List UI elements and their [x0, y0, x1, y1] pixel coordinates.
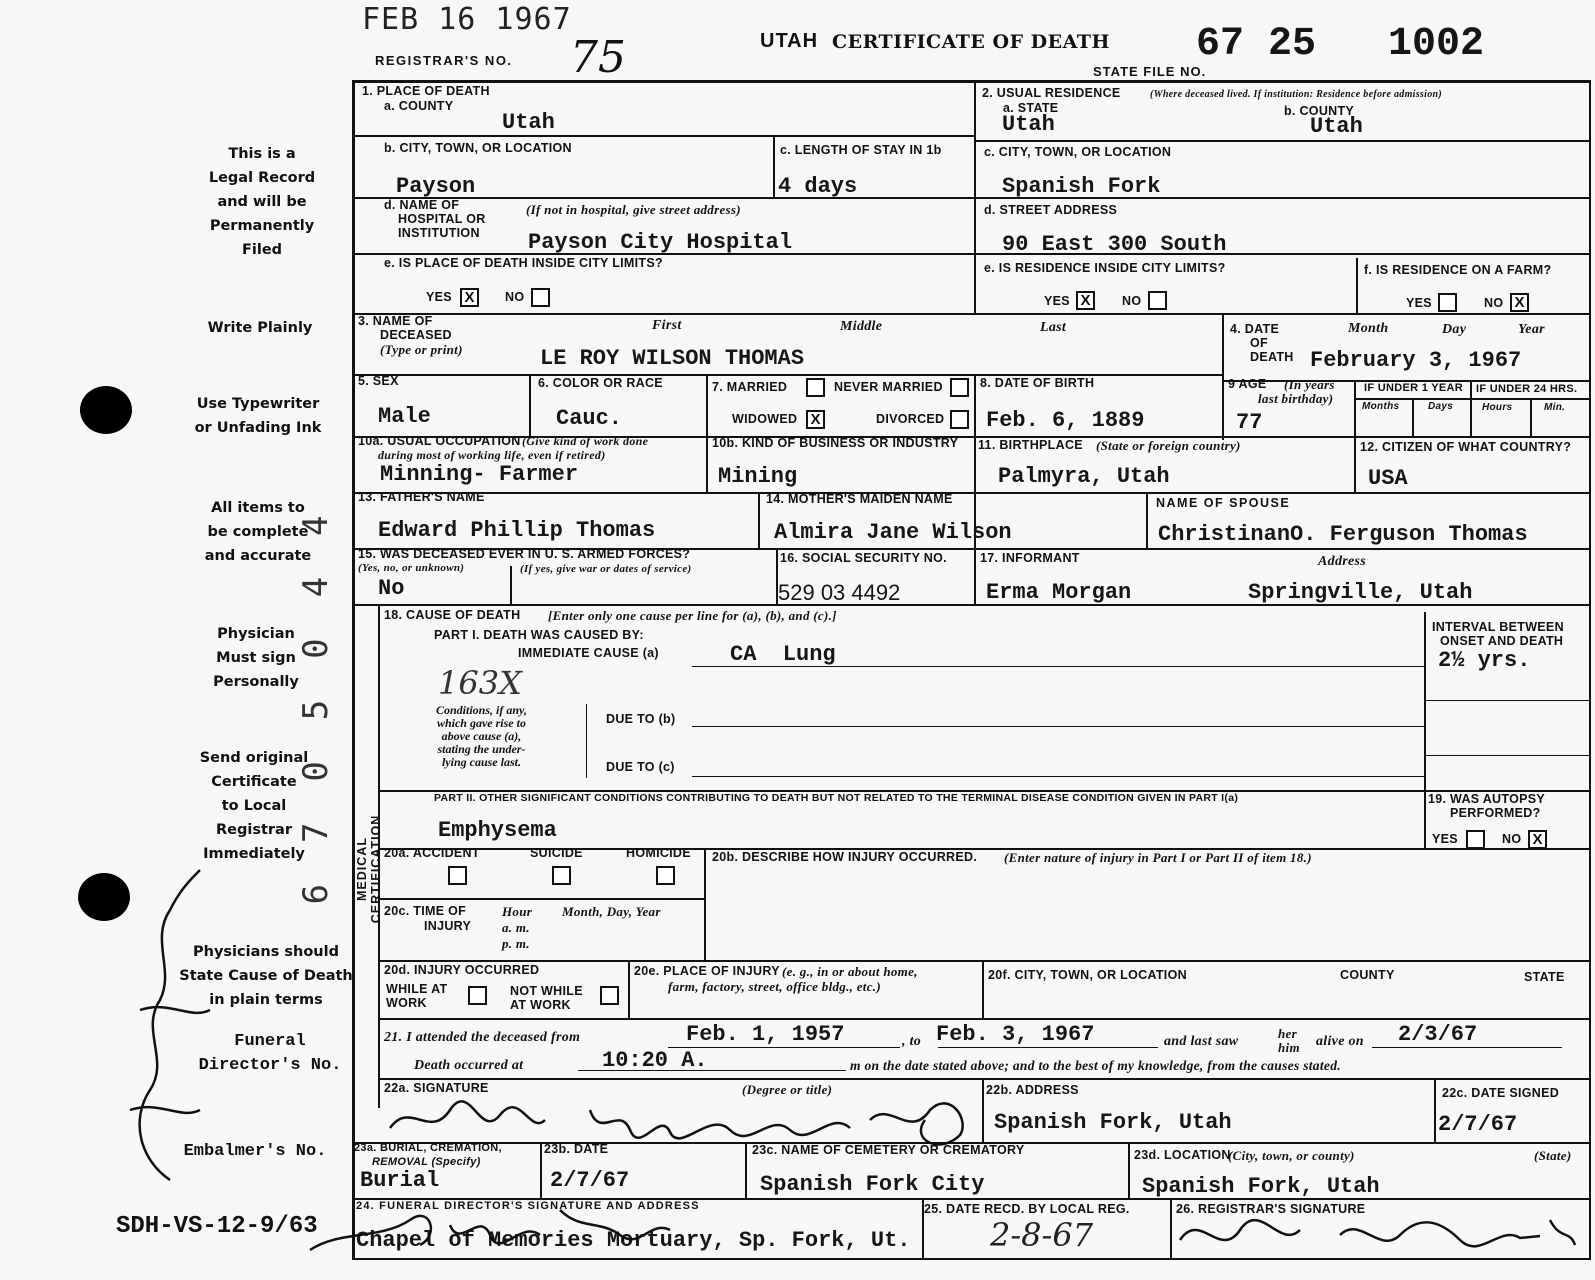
sidebar-line: Physician	[217, 626, 295, 642]
sidebar-line: Registrar	[216, 822, 292, 838]
label-yes: YES	[426, 290, 452, 304]
label-cause: 18. CAUSE OF DEATH	[384, 608, 521, 622]
value-informant-address: Springville, Utah	[1248, 580, 1473, 605]
label-hospital-3: INSTITUTION	[398, 226, 480, 240]
grid-line	[628, 960, 630, 1018]
value-funeral-address: Chapel of Memories Mortuary, Sp. Fork, Ut.	[356, 1228, 911, 1253]
label-sex: 5. SEX	[358, 374, 399, 388]
label-suicide: SUICIDE	[530, 846, 583, 860]
value-date-signed: 2/7/67	[1438, 1112, 1518, 1137]
label-res-city: c. CITY, TOWN, OR LOCATION	[984, 145, 1172, 159]
label-spouse: NAME OF SPOUSE	[1156, 496, 1291, 510]
value-armed: No	[378, 576, 405, 601]
sidebar-line: Certificate	[211, 774, 297, 790]
value-part2: Emphysema	[438, 818, 557, 843]
value-spouse: ChristinanO. Ferguson Thomas	[1158, 522, 1528, 547]
label-usual-residence: 2. USUAL RESIDENCE	[982, 86, 1121, 100]
label-part1: PART I. DEATH WAS CAUSED BY:	[434, 628, 644, 642]
physician-signature	[370, 1080, 990, 1160]
grid-line	[352, 492, 1590, 494]
label-street: d. STREET ADDRESS	[984, 203, 1118, 217]
label-autopsy: 19. WAS AUTOPSY	[1428, 792, 1546, 806]
label-injury-how-note: (Enter nature of injury in Part I or Part II of item 18.)	[1004, 850, 1312, 865]
grid-line	[1356, 258, 1358, 313]
conditions-bracket	[586, 704, 587, 778]
label-death: DEATH	[1250, 350, 1294, 364]
label-min: Min.	[1544, 402, 1566, 413]
label-date-death: 4. DATE	[1230, 322, 1280, 336]
sidebar-line: and accurate	[204, 548, 312, 564]
label-autopsy-no: NO	[1502, 832, 1522, 846]
grid-line	[352, 313, 1590, 315]
sidebar-typewriter	[178, 392, 338, 440]
label-address: Address	[1318, 554, 1366, 569]
sidebar-embalmer: Embalmer's No.	[183, 1142, 327, 1161]
grid-line	[1146, 492, 1148, 548]
sidebar-line: State Cause of Death	[179, 968, 353, 984]
grid-line	[1222, 313, 1224, 440]
grid-line	[378, 604, 380, 1108]
sidebar-line: or Unfading Ink	[194, 420, 322, 436]
label-first: First	[652, 318, 682, 333]
value-informant: Erma Morgan	[986, 580, 1132, 605]
grid-line	[378, 960, 1590, 962]
label-type-or-print: (Type or print)	[380, 342, 463, 357]
sidebar-line: Personally	[213, 674, 299, 690]
grid-line	[982, 960, 984, 1018]
grid-line	[758, 492, 760, 548]
registrar-no-label: REGISTRAR'S NO.	[375, 53, 513, 68]
sidebar-line: Funeral	[234, 1032, 306, 1051]
conditions-line: lying cause last.	[441, 755, 521, 769]
label-informant: 17. INFORMANT	[980, 551, 1080, 565]
checkbox-homicide[interactable]	[656, 866, 675, 885]
label-father: 13. FATHER'S NAME	[358, 490, 485, 504]
label-burial: 23a. BURIAL, CREMATION,	[354, 1142, 502, 1154]
label-business: 10b. KIND OF BUSINESS OR INDUSTRY	[712, 436, 959, 450]
value-length-stay: 4 days	[778, 174, 858, 199]
value-street: 90 East 300 South	[1002, 232, 1227, 257]
checkbox-widowed[interactable]: X	[806, 410, 825, 429]
label-location-note: (City, town, or county)	[1228, 1148, 1355, 1163]
label-state-paren: (State)	[1534, 1148, 1572, 1163]
label-funeral-sig: 24. FUNERAL DIRECTOR'S SIGNATURE AND ADDRESS	[356, 1200, 700, 1212]
value-date-recd: 2-8-67	[990, 1216, 1094, 1254]
label-am: a. m.	[502, 920, 530, 935]
entry-underline	[1372, 1047, 1562, 1048]
checkbox-while-work[interactable]	[468, 986, 487, 1005]
sidebar-line: Immediately	[203, 846, 305, 862]
grid-line	[1470, 380, 1472, 436]
label-under-24-hrs: IF UNDER 24 HRS.	[1476, 383, 1578, 395]
checkbox-res-inside-yes[interactable]: X	[1076, 291, 1095, 310]
label-cause-note: [Enter only one cause per line for (a), (b), and (c).]	[548, 608, 837, 623]
value-res-city: Spanish Fork	[1002, 174, 1161, 199]
label-last: Last	[1040, 320, 1067, 335]
value-race: Cauc.	[556, 406, 623, 431]
value-hospital: Payson City Hospital	[528, 230, 793, 255]
label-of: OF	[1250, 336, 1268, 350]
label-birthplace-note: (State or foreign country)	[1096, 438, 1241, 453]
value-city: Payson	[396, 174, 476, 199]
grid-line	[378, 1018, 1590, 1020]
label-date-recd: 25. DATE RECD. BY LOCAL REG.	[924, 1202, 1130, 1216]
checkbox-autopsy-no[interactable]: X	[1528, 830, 1547, 849]
checkbox-never-married[interactable]	[950, 378, 969, 397]
sidebar-line: Legal Record	[208, 170, 316, 186]
label-ssn: 16. SOCIAL SECURITY NO.	[780, 551, 947, 565]
label-married: 7. MARRIED	[712, 380, 788, 394]
grid-line	[704, 848, 706, 960]
label-place-injury: 20e. PLACE OF INJURY	[634, 964, 780, 978]
grid-line	[1412, 398, 1414, 436]
margin-signature	[100, 860, 230, 1190]
value-birthplace: Palmyra, Utah	[998, 464, 1170, 489]
value-signer-address: Spanish Fork, Utah	[994, 1110, 1232, 1135]
label-occupation-note: (Give kind of work done	[522, 434, 649, 448]
sidebar-line: Director's No.	[198, 1056, 342, 1075]
label-occupation: 10a. USUAL OCCUPATION	[358, 434, 521, 448]
label-due-c: DUE TO (c)	[606, 760, 675, 774]
value-res-state: Utah	[1002, 112, 1055, 137]
value-cause-a: CA Lung	[730, 642, 836, 667]
grid-line	[1354, 398, 1590, 400]
title-prefix: UTAH	[760, 30, 819, 52]
label-interval: INTERVAL BETWEEN	[1432, 620, 1564, 634]
label-due-b: DUE TO (b)	[606, 712, 676, 726]
label-her: her	[1278, 1026, 1297, 1041]
value-county: Utah	[502, 110, 555, 135]
sidebar-line: Permanently	[209, 218, 315, 234]
label-month-day-year: Month, Day, Year	[562, 904, 661, 919]
label-address-b: 22b. ADDRESS	[986, 1083, 1079, 1097]
sidebar-line: to Local	[221, 798, 287, 814]
value-interval: 2½ yrs.	[1438, 648, 1531, 673]
conditions-line: stating the under-	[437, 742, 526, 756]
checkbox-res-inside-no[interactable]	[1148, 291, 1167, 310]
label-age-note: (In years	[1284, 377, 1335, 392]
label-place-injury-note: (e. g., in or about home,	[782, 964, 918, 979]
value-attended-from: Feb. 1, 1957	[686, 1022, 845, 1047]
label-hospital-note: (If not in hospital, give street address)	[526, 202, 741, 217]
registrar-signature	[1160, 1200, 1580, 1270]
label-injury-how: 20b. DESCRIBE HOW INJURY OCCURRED.	[712, 850, 978, 864]
label-not-while: NOT WHILE	[510, 984, 583, 998]
handwritten-code: 163X	[438, 664, 522, 702]
grid-line	[1424, 612, 1426, 848]
value-disposition: Burial	[360, 1168, 440, 1193]
conditions-note	[436, 704, 527, 769]
label-pm: p. m.	[502, 936, 530, 951]
value-occupation: Minning- Farmer	[380, 462, 579, 487]
grid-line	[378, 898, 704, 900]
sidebar-line: Send original	[199, 750, 309, 766]
value-mother: Almira Jane Wilson	[774, 520, 1012, 545]
conditions-line: above cause (a),	[441, 729, 522, 743]
sidebar-write-plainly: Write Plainly	[207, 320, 313, 336]
medical-certification-label: MEDICAL CERTIFICATION	[355, 814, 383, 924]
label-him: him	[1278, 1040, 1300, 1055]
state-file-no: 67 25 1002	[1196, 22, 1485, 67]
label-name-deceased-2: DECEASED	[380, 328, 452, 342]
label-days: Days	[1428, 401, 1454, 412]
label-res-no: NO	[1122, 294, 1142, 308]
checkbox-accident[interactable]	[448, 866, 467, 885]
label-time-injury: 20c. TIME OF	[384, 904, 467, 918]
label-part2: PART II. OTHER SIGNIFICANT CONDITIONS CONTRIBUTING TO DEATH BUT NOT RELATED TO THE TERMINAL DISEASE CONDITION GIVEN IN PART I(a)	[434, 792, 1239, 804]
conditions-line: which gave rise to	[436, 716, 526, 730]
label-age: 9 AGE	[1228, 377, 1267, 391]
label-widowed: WIDOWED	[732, 412, 798, 426]
label-to: , to	[902, 1034, 922, 1049]
label-at-work: AT WORK	[510, 998, 571, 1012]
label-name-deceased: 3. NAME OF	[358, 314, 433, 328]
grid-line	[706, 374, 708, 492]
label-autopsy-yes: YES	[1432, 832, 1458, 846]
label-hospital-2: HOSPITAL OR	[398, 212, 486, 226]
label-injury-city: 20f. CITY, TOWN, OR LOCATION	[988, 968, 1187, 982]
label-place-of-death: 1. PLACE OF DEATH	[362, 84, 490, 98]
value-business: Mining	[718, 464, 798, 489]
label-degree: (Degree or title)	[742, 1082, 833, 1097]
value-sex: Male	[378, 404, 431, 429]
state-file-no-label: STATE FILE NO.	[1093, 64, 1207, 79]
label-homicide: HOMICIDE	[626, 846, 691, 860]
sidebar-vertical-number: 6 7 0 5 0 4 4	[296, 515, 336, 905]
value-age: 77	[1236, 410, 1263, 435]
grid-line	[1128, 1142, 1130, 1198]
label-occupation-note-2: during most of working life, even if retired)	[378, 448, 606, 462]
label-day: Day	[1442, 322, 1467, 337]
label-interval-2: ONSET AND DEATH	[1440, 634, 1564, 648]
label-birthplace: 11. BIRTHPLACE	[978, 438, 1083, 452]
entry-underline	[1424, 755, 1590, 756]
grid-line	[352, 80, 355, 1260]
label-middle: Middle	[840, 319, 883, 334]
punch-hole-top	[80, 386, 132, 434]
sidebar-line: Filed	[241, 242, 283, 258]
label-time-injury-2: INJURY	[424, 919, 472, 933]
label-armed-note-2: (If yes, give war or dates of service)	[520, 563, 692, 575]
label-county: a. COUNTY	[384, 99, 454, 113]
sidebar-line: in plain terms	[209, 992, 323, 1008]
label-length-stay: c. LENGTH OF STAY IN 1b	[780, 143, 942, 157]
value-location: Spanish Fork, Utah	[1142, 1174, 1380, 1199]
label-race: 6. COLOR OR RACE	[538, 376, 663, 390]
checkbox-farm-no[interactable]: X	[1510, 293, 1529, 312]
sidebar-line: Use Typewriter	[196, 396, 320, 412]
label-res-inside: e. IS RESIDENCE INSIDE CITY LIMITS?	[984, 261, 1226, 275]
value-date-death: February 3, 1967	[1310, 348, 1522, 373]
label-injury-county: COUNTY	[1340, 968, 1395, 982]
value-death-time: 10:20 A.	[602, 1048, 708, 1073]
entry-underline	[1424, 700, 1590, 701]
value-cemetery: Spanish Fork City	[760, 1172, 985, 1197]
label-hour: Hour	[502, 904, 533, 919]
grid-line	[1434, 1078, 1436, 1142]
entry-underline	[938, 1047, 1158, 1048]
value-res-county: Utah	[1310, 114, 1363, 139]
grid-line	[974, 374, 976, 604]
label-month: Month	[1348, 321, 1389, 336]
label-immediate: IMMEDIATE CAUSE (a)	[518, 646, 659, 660]
label-hours: Hours	[1482, 402, 1513, 413]
entry-underline	[692, 726, 1424, 727]
sidebar-legal-record	[182, 142, 342, 262]
grid-line	[352, 197, 1590, 199]
label-under-1-year: IF UNDER 1 YEAR	[1364, 382, 1464, 394]
funeral-director-signature	[300, 1190, 700, 1270]
label-location: 23d. LOCATION	[1134, 1148, 1231, 1162]
label-age-note-2: last birthday)	[1258, 391, 1334, 406]
label-inside-limits: e. IS PLACE OF DEATH INSIDE CITY LIMITS?	[384, 256, 663, 270]
checkbox-not-while-work[interactable]	[600, 986, 619, 1005]
checkbox-inside-limits-no[interactable]	[531, 288, 550, 307]
label-citizen: 12. CITIZEN OF WHAT COUNTRY?	[1360, 440, 1572, 454]
sidebar-line: All items to	[211, 500, 305, 516]
label-year: Year	[1518, 322, 1545, 337]
label-burial-2: REMOVAL (Specify)	[372, 1156, 481, 1168]
label-farm-yes: YES	[1406, 296, 1432, 310]
grid-line	[773, 135, 775, 197]
label-accident: 20a. ACCIDENT	[384, 846, 480, 860]
value-ssn: 529 03 4492	[778, 580, 901, 605]
checkbox-divorced[interactable]	[950, 410, 969, 429]
label-no: NO	[505, 290, 525, 304]
grid-line	[529, 374, 531, 436]
label-attended: 21. I attended the deceased from	[384, 1030, 581, 1045]
label-hospital: d. NAME OF	[384, 198, 460, 212]
received-date-stamp: FEB 16 1967	[362, 2, 572, 37]
label-divorced: DIVORCED	[876, 412, 945, 426]
sidebar-line: be complete	[207, 524, 309, 540]
label-while-work: WHILE AT	[386, 982, 448, 996]
label-city: b. CITY, TOWN, OR LOCATION	[384, 141, 572, 155]
grid-line	[352, 135, 974, 137]
grid-line	[974, 140, 1589, 142]
label-res-state: a. STATE	[1003, 101, 1059, 115]
label-res-county: b. COUNTY	[1284, 104, 1355, 118]
form-code: SDH-VS-12-9/63	[116, 1213, 318, 1240]
label-farm-no: NO	[1484, 296, 1504, 310]
value-name: LE ROY WILSON THOMAS	[540, 346, 805, 371]
label-armed: 15. WAS DECEASED EVER IN U. S. ARMED FORCES?	[358, 547, 691, 561]
label-place-injury-note-2: farm, factory, street, office bldg., etc.)	[668, 979, 881, 994]
checkbox-inside-limits-yes[interactable]: X	[460, 288, 479, 307]
value-attended-to: Feb. 3, 1967	[936, 1022, 1095, 1047]
value-father: Edward Phillip Thomas	[378, 518, 656, 543]
certificate-title: CERTIFICATE OF DEATH	[832, 31, 1110, 53]
label-injury-occurred: 20d. INJURY OCCURRED	[384, 963, 540, 977]
sidebar-line: Physicians should	[193, 944, 339, 960]
label-injury-state: STATE	[1524, 970, 1565, 984]
label-farm: f. IS RESIDENCE ON A FARM?	[1364, 263, 1552, 277]
label-months: Months	[1362, 401, 1400, 412]
label-signature: 22a. SIGNATURE	[384, 1081, 489, 1095]
label-cemetery: 23c. NAME OF CEMETERY OR CREMATORY	[752, 1143, 1025, 1157]
grid-line	[510, 566, 512, 604]
value-citizen: USA	[1368, 466, 1408, 491]
label-on-date: m on the date stated above; and to the best of my knowledge, from the causes stated.	[850, 1058, 1341, 1073]
label-alive-on: alive on	[1316, 1034, 1364, 1049]
label-autopsy-2: PERFORMED?	[1450, 806, 1541, 820]
label-mother: 14. MOTHER'S MAIDEN NAME	[766, 492, 953, 506]
conditions-line: Conditions, if any,	[436, 703, 527, 717]
sidebar-line: and will be	[217, 194, 307, 210]
value-last-alive: 2/3/67	[1398, 1022, 1478, 1047]
label-disposition-date: 23b. DATE	[544, 1142, 609, 1156]
label-date-signed: 22c. DATE SIGNED	[1442, 1086, 1560, 1100]
label-res-yes: YES	[1044, 294, 1070, 308]
sidebar-line: Must sign	[216, 650, 296, 666]
label-never-married: NEVER MARRIED	[834, 380, 943, 394]
checkbox-farm-yes[interactable]	[1438, 293, 1457, 312]
label-work: WORK	[386, 996, 427, 1010]
checkbox-married[interactable]	[806, 378, 825, 397]
value-dob: Feb. 6, 1889	[986, 408, 1145, 433]
label-death-occurred: Death occurred at	[414, 1058, 524, 1073]
value-disposition-date: 2/7/67	[550, 1168, 630, 1193]
entry-underline	[692, 776, 1424, 777]
grid-line	[1589, 80, 1591, 1260]
label-registrar-sig: 26. REGISTRAR'S SIGNATURE	[1176, 1202, 1366, 1216]
label-dob: 8. DATE OF BIRTH	[980, 376, 1095, 390]
label-armed-note-1: (Yes, no, or unknown)	[358, 562, 465, 574]
label-usual-residence-note: (Where deceased lived. If institution: Residence before admission)	[1150, 89, 1442, 100]
label-last-saw: and last saw	[1164, 1034, 1239, 1049]
grid-line	[352, 80, 1590, 83]
grid-line	[1530, 398, 1532, 436]
registrar-no-value: 75	[570, 32, 626, 83]
sidebar-line: This is a	[228, 146, 296, 162]
checkbox-autopsy-yes[interactable]	[1466, 830, 1485, 849]
checkbox-suicide[interactable]	[552, 866, 571, 885]
